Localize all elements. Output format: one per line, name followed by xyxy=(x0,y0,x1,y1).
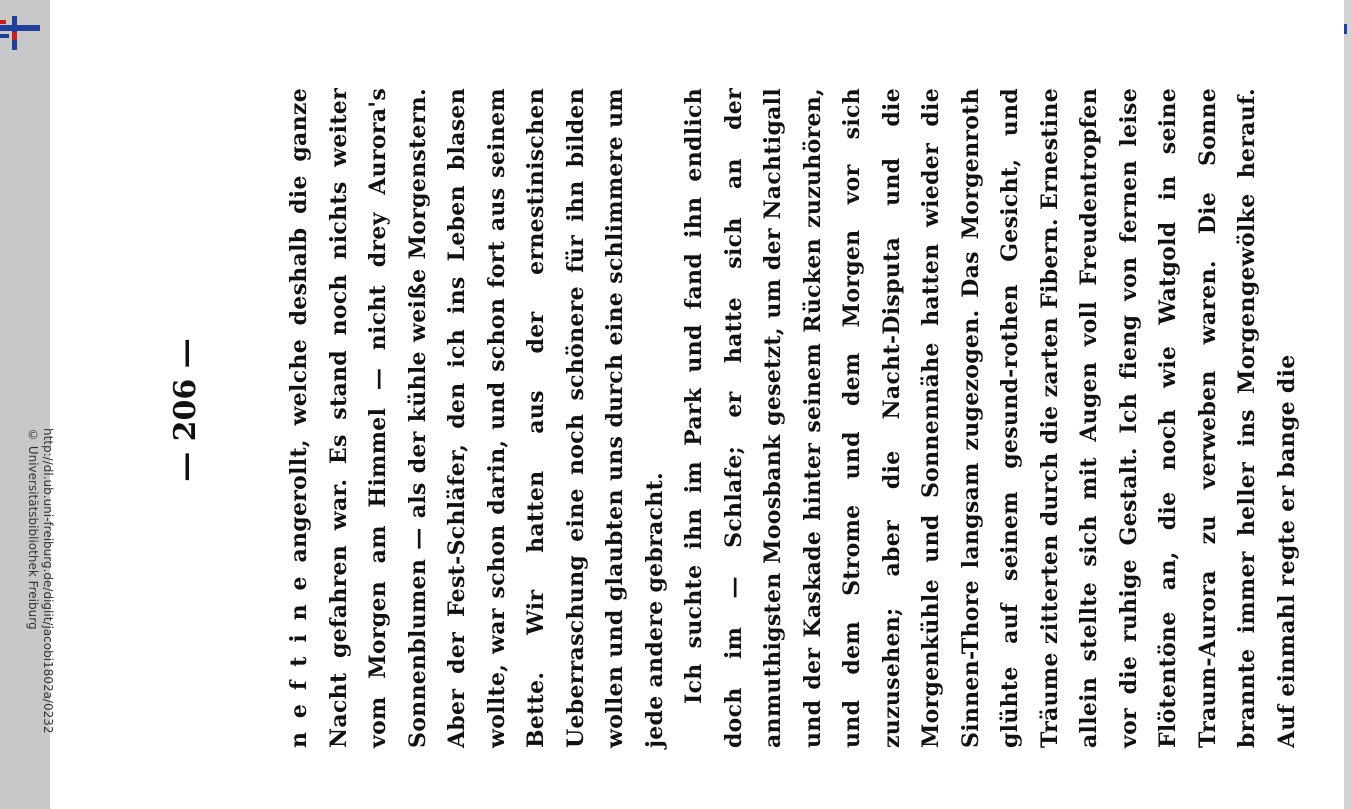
right-scrollbar[interactable] xyxy=(1344,0,1352,809)
source-url: http://dl.ub.uni-freiburg.de/diglit/jacobi1802a/0232 xyxy=(41,428,55,734)
page-body xyxy=(280,88,1307,748)
scanned-page xyxy=(150,50,1300,770)
copyright-text: © Universitätsbibliothek Freiburg xyxy=(26,428,40,630)
scroll-marker xyxy=(1344,24,1347,34)
viewer-sidebar xyxy=(0,0,55,809)
scanned-page-viewport xyxy=(150,50,1300,770)
university-logo-icon xyxy=(0,12,44,52)
paragraph: n e f t i n e angerollt, welche deshalb die ganze Nacht gefahren war. Es stand noch nichts weiter vom Morgen am Himmel — nicht drey Aurora's Sonnenblumen — als der kühle weiße Morgenstern. Aber der Fest-Schläfer, den ich ins Leben blasen wollte, war schon darin, und schon fort aus seinem Bette. Wir hatten aus der ernestinischen Ueberraschung eine noch schönere für ihn bilden wollen und glaubten uns durch eine schlimmere um jede andere gebracht. xyxy=(286,88,668,748)
paragraph: Ich suchte ihn im Park und fand ihn endlich doch im — Schlafe; er hatte sich an der anmuthigsten Moosbank gesetzt, um der Nachtigall und der Kaskade hinter seinem Rücken zuzuhören, und dem Strome und dem Morgen vor sich zuzusehen; aber die Nacht-Disputa und die Morgenkühle und Sonnennähe hatten wieder die Sinnen-Thore langsam zugezogen. Das Morgenroth glühte auf seinem gesund-rothen Gesicht, und Träume zitterten durch die zarten Fibern. Ernestine allein stellte sich mit Augen voll Freudentropfen vor die ruhige Gestalt. Ich fieng von fernen leise Flötentöne an, die noch wie Watgold in seine Traum-Aurora zu verweben waren. Die Sonne brannte immer heller ins Morgengewölke herauf. Auf einmahl regte er bange die xyxy=(681,88,1300,748)
page-number: — 206 — xyxy=(167,338,203,482)
source-info xyxy=(25,428,55,734)
